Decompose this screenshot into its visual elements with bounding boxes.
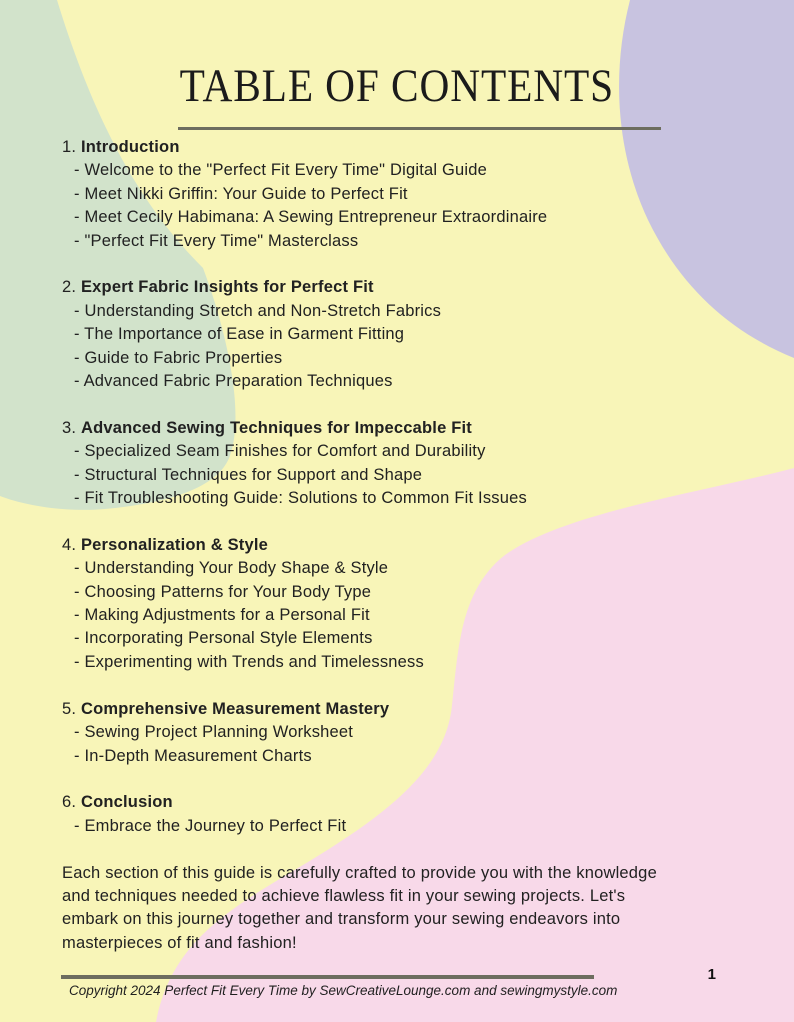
toc-entry: - Understanding Stretch and Non-Stretch Fabrics (74, 301, 442, 320)
section-title: Introduction (80, 138, 180, 156)
toc-entry: - Making Adjustments for a Personal Fit (74, 606, 370, 625)
closing-line: Each section of this guide is carefully crafted to provide you with the knowledge (62, 863, 657, 882)
section-header (62, 698, 752, 721)
section-number: 5. (62, 699, 77, 718)
toc-entry: - Understanding Your Body Shape & Style (74, 559, 389, 578)
closing-line: masterpieces of fit and fashion! (62, 933, 297, 952)
section-items (62, 557, 752, 674)
toc-entry: - Advanced Fabric Preparation Techniques (74, 372, 393, 391)
toc-entry: - Structural Techniques for Support and Shape (74, 465, 423, 484)
toc-entry: - Meet Nikki Griffin: Your Guide to Perfect Fit (74, 184, 408, 203)
page-title: TABLE OF CONTENTS (179, 60, 615, 112)
title-block (0, 60, 794, 112)
toc-entry: - "Perfect Fit Every Time" Masterclass (74, 231, 359, 250)
footer-divider-bar (61, 975, 594, 979)
table-of-contents (62, 136, 752, 955)
section-header (62, 791, 752, 814)
toc-section-conclusion (62, 791, 752, 838)
closing-line: embark on this journey together and transform your sewing endeavors into (62, 910, 621, 929)
section-items (62, 159, 752, 253)
toc-entry: - Fit Troubleshooting Guide: Solutions to Common Fit Issues (74, 489, 527, 508)
toc-entry: - Experimenting with Trends and Timelessness (74, 652, 424, 671)
section-number: 1. (62, 138, 77, 156)
toc-entry: - The Importance of Ease in Garment Fitting (74, 325, 405, 344)
toc-section-personalization (62, 534, 752, 674)
toc-section-fabric-insights (62, 276, 752, 393)
toc-section-measurement (62, 698, 752, 768)
toc-entry: - Guide to Fabric Properties (74, 348, 283, 367)
copyright-text: Copyright 2024 Perfect Fit Every Time by SewCreativeLounge.com and sewingmystyle.com (69, 983, 618, 998)
toc-entry: - Specialized Seam Finishes for Comfort and Durability (74, 442, 486, 461)
section-header (62, 136, 752, 159)
closing-paragraph (62, 862, 722, 956)
toc-entry: - Sewing Project Planning Worksheet (74, 723, 354, 742)
section-title: Personalization & Style (80, 535, 269, 554)
section-items (62, 300, 752, 394)
toc-entry: - Meet Cecily Habimana: A Sewing Entrepreneur Extraordinaire (74, 208, 548, 227)
title-underline (178, 127, 661, 130)
section-number: 4. (62, 535, 77, 554)
closing-line: and techniques needed to achieve flawless fit in your sewing projects. Let's (62, 886, 626, 905)
toc-entry: - Welcome to the "Perfect Fit Every Time" Digital Guide (74, 161, 488, 180)
toc-section-introduction (62, 136, 752, 253)
section-number: 3. (62, 418, 77, 437)
section-title: Conclusion (80, 793, 173, 812)
toc-section-sewing-techniques (62, 417, 752, 511)
section-items (62, 721, 752, 768)
section-title: Expert Fabric Insights for Perfect Fit (80, 278, 374, 297)
section-title: Advanced Sewing Techniques for Impeccable Fit (80, 418, 472, 437)
section-header (62, 417, 752, 440)
toc-entry: - Embrace the Journey to Perfect Fit (74, 816, 347, 835)
section-header (62, 276, 752, 299)
section-items (62, 815, 752, 838)
section-header (62, 534, 752, 557)
toc-entry: - Incorporating Personal Style Elements (74, 629, 373, 648)
page-number: 1 (707, 966, 716, 983)
section-number: 6. (62, 793, 77, 812)
section-title: Comprehensive Measurement Mastery (80, 699, 390, 718)
toc-entry: - Choosing Patterns for Your Body Type (74, 582, 372, 601)
section-number: 2. (62, 278, 77, 297)
section-items (62, 440, 752, 510)
toc-entry: - In-Depth Measurement Charts (74, 746, 312, 765)
